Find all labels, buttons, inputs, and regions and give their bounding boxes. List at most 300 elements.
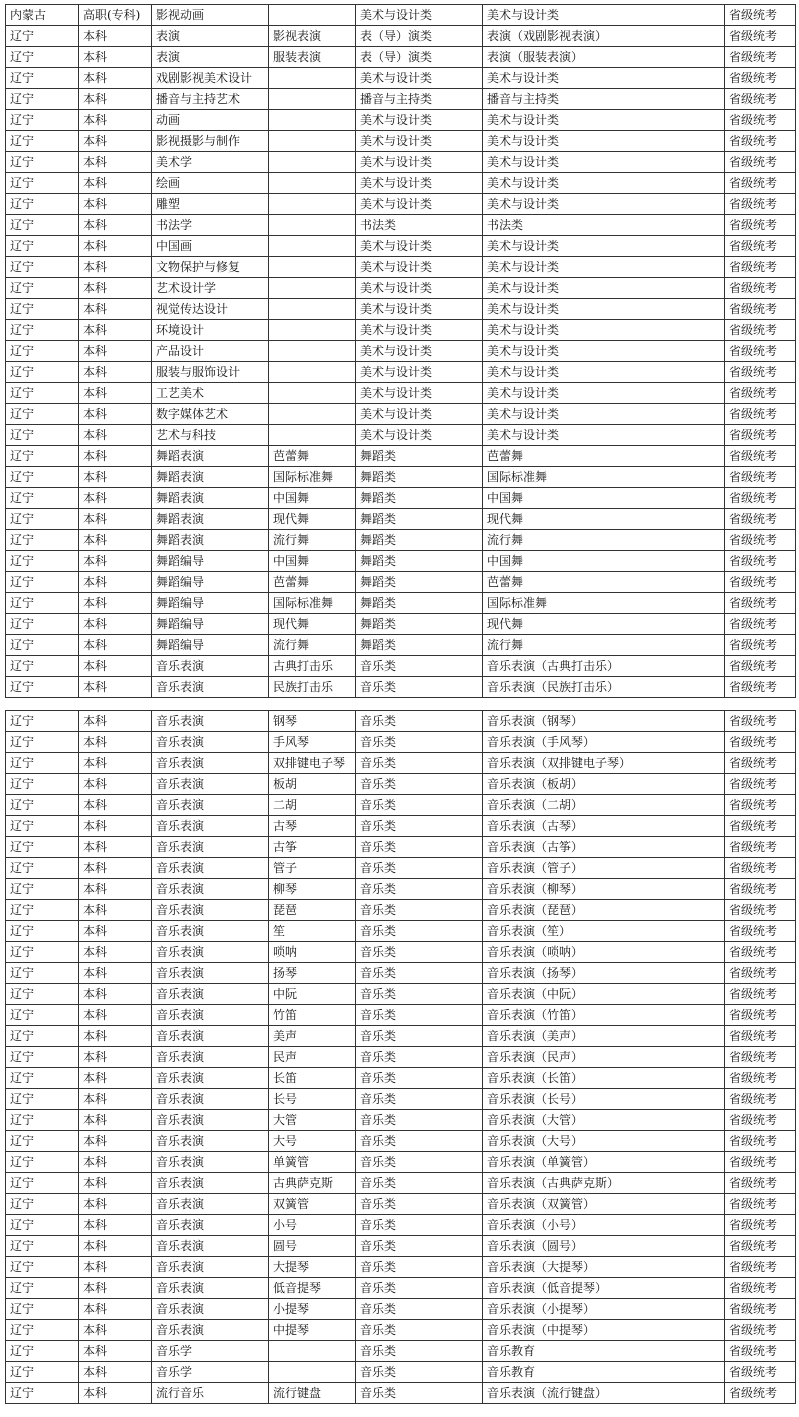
major-cell: 音乐表演 (152, 1278, 269, 1299)
exam-subject-cell: 音乐表演（长号） (483, 1089, 725, 1110)
direction-cell: 单簧管 (269, 1152, 356, 1173)
category-cell: 表（导）演类 (356, 26, 483, 47)
exam-type-cell: 省级统考 (725, 942, 796, 963)
major-cell: 音乐表演 (152, 1089, 269, 1110)
exam-subject-cell: 表演（戏剧影视表演） (483, 26, 725, 47)
category-cell: 舞蹈类 (356, 551, 483, 572)
exam-subject-cell: 音乐表演（竹笛） (483, 1005, 725, 1026)
level-cell: 本科 (79, 215, 152, 236)
province-cell: 辽宁 (6, 614, 79, 635)
table-row (6, 635, 796, 656)
major-cell: 音乐表演 (152, 711, 269, 732)
exam-subject-cell: 美术与设计类 (483, 299, 725, 320)
exam-type-cell: 省级统考 (725, 1362, 796, 1383)
category-cell: 美术与设计类 (356, 383, 483, 404)
table-row (6, 816, 796, 837)
table-row (6, 1152, 796, 1173)
direction-cell: 柳琴 (269, 879, 356, 900)
direction-cell (269, 425, 356, 446)
major-cell: 音乐表演 (152, 1005, 269, 1026)
category-cell: 音乐类 (356, 753, 483, 774)
exam-subject-cell: 音乐表演（低音提琴） (483, 1278, 725, 1299)
major-cell: 美术学 (152, 152, 269, 173)
province-cell: 辽宁 (6, 362, 79, 383)
level-cell: 本科 (79, 131, 152, 152)
category-cell: 表（导）演类 (356, 47, 483, 68)
exam-subject-cell: 美术与设计类 (483, 152, 725, 173)
admission-table-bottom (5, 710, 796, 1404)
exam-subject-cell: 美术与设计类 (483, 362, 725, 383)
province-cell: 辽宁 (6, 1362, 79, 1383)
major-cell: 工艺美术 (152, 383, 269, 404)
level-cell: 本科 (79, 446, 152, 467)
major-cell: 音乐表演 (152, 1215, 269, 1236)
direction-cell: 管子 (269, 858, 356, 879)
province-cell: 辽宁 (6, 1047, 79, 1068)
major-cell: 舞蹈表演 (152, 467, 269, 488)
level-cell: 本科 (79, 1068, 152, 1089)
exam-type-cell: 省级统考 (725, 837, 796, 858)
exam-subject-cell: 音乐教育 (483, 1362, 725, 1383)
exam-subject-cell: 音乐表演（大提琴） (483, 1257, 725, 1278)
exam-type-cell: 省级统考 (725, 425, 796, 446)
category-cell: 美术与设计类 (356, 173, 483, 194)
exam-type-cell: 省级统考 (725, 1383, 796, 1404)
exam-subject-cell: 音乐表演（单簧管） (483, 1152, 725, 1173)
exam-subject-cell: 音乐表演（流行键盘） (483, 1383, 725, 1404)
province-cell: 辽宁 (6, 47, 79, 68)
direction-cell: 唢呐 (269, 942, 356, 963)
table-row (6, 732, 796, 753)
province-cell: 辽宁 (6, 677, 79, 698)
exam-subject-cell: 音乐表演（小提琴） (483, 1299, 725, 1320)
table-row (6, 1362, 796, 1383)
province-cell: 辽宁 (6, 774, 79, 795)
major-cell: 舞蹈编导 (152, 572, 269, 593)
table-row (6, 1383, 796, 1404)
category-cell: 音乐类 (356, 1278, 483, 1299)
exam-subject-cell: 国际标准舞 (483, 467, 725, 488)
major-cell: 音乐表演 (152, 1173, 269, 1194)
category-cell: 音乐类 (356, 1047, 483, 1068)
major-cell: 戏剧影视美术设计 (152, 68, 269, 89)
category-cell: 音乐类 (356, 879, 483, 900)
category-cell: 美术与设计类 (356, 110, 483, 131)
exam-subject-cell: 流行舞 (483, 635, 725, 656)
exam-subject-cell: 现代舞 (483, 509, 725, 530)
province-cell: 辽宁 (6, 110, 79, 131)
province-cell: 辽宁 (6, 404, 79, 425)
table-row (6, 1278, 796, 1299)
direction-cell: 影视表演 (269, 26, 356, 47)
category-cell: 舞蹈类 (356, 572, 483, 593)
exam-type-cell: 省级统考 (725, 320, 796, 341)
direction-cell (269, 362, 356, 383)
exam-subject-cell: 音乐表演（古筝） (483, 837, 725, 858)
category-cell: 音乐类 (356, 963, 483, 984)
category-cell: 音乐类 (356, 1068, 483, 1089)
level-cell: 本科 (79, 1362, 152, 1383)
category-cell: 音乐类 (356, 1362, 483, 1383)
level-cell: 本科 (79, 68, 152, 89)
direction-cell: 中阮 (269, 984, 356, 1005)
exam-type-cell: 省级统考 (725, 879, 796, 900)
exam-type-cell: 省级统考 (725, 488, 796, 509)
major-cell: 音乐表演 (152, 1047, 269, 1068)
exam-type-cell: 省级统考 (725, 257, 796, 278)
province-cell: 辽宁 (6, 530, 79, 551)
category-cell: 音乐类 (356, 711, 483, 732)
province-cell: 辽宁 (6, 921, 79, 942)
category-cell: 音乐类 (356, 1341, 483, 1362)
exam-subject-cell: 音乐表演（美声） (483, 1026, 725, 1047)
exam-subject-cell: 音乐表演（板胡） (483, 774, 725, 795)
exam-subject-cell: 美术与设计类 (483, 5, 725, 26)
direction-cell: 圆号 (269, 1236, 356, 1257)
exam-subject-cell: 音乐表演（琵琶） (483, 900, 725, 921)
exam-subject-cell: 美术与设计类 (483, 236, 725, 257)
level-cell: 本科 (79, 593, 152, 614)
level-cell: 本科 (79, 753, 152, 774)
province-cell: 辽宁 (6, 1110, 79, 1131)
table-row (6, 131, 796, 152)
province-cell: 辽宁 (6, 656, 79, 677)
exam-subject-cell: 音乐表演（大号） (483, 1131, 725, 1152)
province-cell: 辽宁 (6, 1194, 79, 1215)
province-cell: 辽宁 (6, 383, 79, 404)
major-cell: 艺术设计学 (152, 278, 269, 299)
category-cell: 音乐类 (356, 858, 483, 879)
exam-type-cell: 省级统考 (725, 215, 796, 236)
category-cell: 音乐类 (356, 837, 483, 858)
province-cell: 辽宁 (6, 1215, 79, 1236)
table-row (6, 656, 796, 677)
level-cell: 本科 (79, 1278, 152, 1299)
direction-cell: 钢琴 (269, 711, 356, 732)
province-cell: 辽宁 (6, 816, 79, 837)
direction-cell: 双簧管 (269, 1194, 356, 1215)
exam-type-cell: 省级统考 (725, 236, 796, 257)
major-cell: 表演 (152, 26, 269, 47)
exam-type-cell: 省级统考 (725, 383, 796, 404)
level-cell: 本科 (79, 1005, 152, 1026)
admission-table-top (5, 4, 796, 698)
exam-type-cell: 省级统考 (725, 131, 796, 152)
province-cell: 辽宁 (6, 173, 79, 194)
level-cell: 本科 (79, 110, 152, 131)
category-cell: 播音与主持类 (356, 89, 483, 110)
direction-cell: 手风琴 (269, 732, 356, 753)
exam-subject-cell: 音乐表演（长笛） (483, 1068, 725, 1089)
table-row (6, 278, 796, 299)
table-row (6, 879, 796, 900)
major-cell: 舞蹈编导 (152, 635, 269, 656)
level-cell: 本科 (79, 942, 152, 963)
table-row (6, 921, 796, 942)
level-cell: 本科 (79, 774, 152, 795)
table-row (6, 383, 796, 404)
level-cell: 本科 (79, 1089, 152, 1110)
exam-subject-cell: 美术与设计类 (483, 173, 725, 194)
direction-cell: 低音提琴 (269, 1278, 356, 1299)
category-cell: 音乐类 (356, 1152, 483, 1173)
direction-cell (269, 89, 356, 110)
exam-type-cell: 省级统考 (725, 1089, 796, 1110)
category-cell: 美术与设计类 (356, 152, 483, 173)
major-cell: 音乐表演 (152, 1068, 269, 1089)
exam-type-cell: 省级统考 (725, 593, 796, 614)
province-cell: 辽宁 (6, 732, 79, 753)
major-cell: 音乐表演 (152, 1152, 269, 1173)
direction-cell: 流行舞 (269, 635, 356, 656)
table-row (6, 257, 796, 278)
exam-type-cell: 省级统考 (725, 984, 796, 1005)
level-cell: 本科 (79, 858, 152, 879)
exam-type-cell: 省级统考 (725, 362, 796, 383)
table-row (6, 1194, 796, 1215)
level-cell: 本科 (79, 614, 152, 635)
level-cell: 本科 (79, 837, 152, 858)
direction-cell: 流行键盘 (269, 1383, 356, 1404)
direction-cell (269, 1341, 356, 1362)
exam-type-cell: 省级统考 (725, 467, 796, 488)
table-row (6, 942, 796, 963)
exam-subject-cell: 音乐表演（民族打击乐） (483, 677, 725, 698)
major-cell: 影视摄影与制作 (152, 131, 269, 152)
exam-subject-cell: 音乐表演（大管） (483, 1110, 725, 1131)
exam-type-cell: 省级统考 (725, 711, 796, 732)
category-cell: 音乐类 (356, 795, 483, 816)
level-cell: 本科 (79, 47, 152, 68)
level-cell: 本科 (79, 1131, 152, 1152)
category-cell: 音乐类 (356, 1131, 483, 1152)
exam-subject-cell: 现代舞 (483, 614, 725, 635)
level-cell: 本科 (79, 816, 152, 837)
major-cell: 动画 (152, 110, 269, 131)
province-cell: 辽宁 (6, 900, 79, 921)
province-cell: 辽宁 (6, 795, 79, 816)
category-cell: 音乐类 (356, 1236, 483, 1257)
direction-cell: 流行舞 (269, 530, 356, 551)
category-cell: 音乐类 (356, 1320, 483, 1341)
exam-type-cell: 省级统考 (725, 1026, 796, 1047)
province-cell: 辽宁 (6, 593, 79, 614)
direction-cell: 长号 (269, 1089, 356, 1110)
level-cell: 本科 (79, 900, 152, 921)
level-cell: 本科 (79, 1299, 152, 1320)
category-cell: 音乐类 (356, 732, 483, 753)
exam-type-cell: 省级统考 (725, 1257, 796, 1278)
province-cell: 辽宁 (6, 1089, 79, 1110)
exam-type-cell: 省级统考 (725, 299, 796, 320)
direction-cell: 竹笛 (269, 1005, 356, 1026)
major-cell: 艺术与科技 (152, 425, 269, 446)
table-row (6, 173, 796, 194)
table-row (6, 320, 796, 341)
direction-cell: 大号 (269, 1131, 356, 1152)
exam-type-cell: 省级统考 (725, 68, 796, 89)
exam-type-cell: 省级统考 (725, 656, 796, 677)
table-row (6, 1173, 796, 1194)
level-cell: 本科 (79, 732, 152, 753)
direction-cell (269, 5, 356, 26)
major-cell: 舞蹈表演 (152, 509, 269, 530)
exam-subject-cell: 音乐表演（古典打击乐） (483, 656, 725, 677)
major-cell: 音乐表演 (152, 656, 269, 677)
direction-cell: 双排键电子琴 (269, 753, 356, 774)
major-cell: 音乐表演 (152, 900, 269, 921)
table-row (6, 89, 796, 110)
exam-type-cell: 省级统考 (725, 1068, 796, 1089)
province-cell: 辽宁 (6, 425, 79, 446)
province-cell: 辽宁 (6, 1299, 79, 1320)
major-cell: 影视动画 (152, 5, 269, 26)
exam-subject-cell: 美术与设计类 (483, 110, 725, 131)
direction-cell (269, 404, 356, 425)
exam-subject-cell: 美术与设计类 (483, 425, 725, 446)
exam-type-cell: 省级统考 (725, 1005, 796, 1026)
table-row (6, 984, 796, 1005)
level-cell: 本科 (79, 984, 152, 1005)
direction-cell: 长笛 (269, 1068, 356, 1089)
level-cell: 本科 (79, 1215, 152, 1236)
province-cell: 辽宁 (6, 879, 79, 900)
province-cell: 辽宁 (6, 26, 79, 47)
category-cell: 音乐类 (356, 942, 483, 963)
major-cell: 音乐表演 (152, 816, 269, 837)
major-cell: 文物保护与修复 (152, 257, 269, 278)
exam-subject-cell: 音乐表演（柳琴） (483, 879, 725, 900)
category-cell: 美术与设计类 (356, 299, 483, 320)
direction-cell (269, 383, 356, 404)
major-cell: 音乐表演 (152, 963, 269, 984)
category-cell: 舞蹈类 (356, 614, 483, 635)
province-cell: 辽宁 (6, 1005, 79, 1026)
category-cell: 美术与设计类 (356, 257, 483, 278)
level-cell: 本科 (79, 509, 152, 530)
exam-subject-cell: 书法类 (483, 215, 725, 236)
level-cell: 本科 (79, 152, 152, 173)
province-cell: 辽宁 (6, 1131, 79, 1152)
category-cell: 音乐类 (356, 677, 483, 698)
table-row (6, 614, 796, 635)
major-cell: 音乐表演 (152, 1131, 269, 1152)
exam-type-cell: 省级统考 (725, 194, 796, 215)
exam-type-cell: 省级统考 (725, 110, 796, 131)
category-cell: 美术与设计类 (356, 194, 483, 215)
exam-subject-cell: 芭蕾舞 (483, 446, 725, 467)
major-cell: 舞蹈编导 (152, 614, 269, 635)
category-cell: 音乐类 (356, 1110, 483, 1131)
level-cell: 本科 (79, 1383, 152, 1404)
major-cell: 播音与主持艺术 (152, 89, 269, 110)
table-row (6, 1341, 796, 1362)
table-row (6, 425, 796, 446)
level-cell: 本科 (79, 711, 152, 732)
major-cell: 音乐表演 (152, 837, 269, 858)
category-cell: 音乐类 (356, 1299, 483, 1320)
province-cell: 辽宁 (6, 215, 79, 236)
level-cell: 本科 (79, 1047, 152, 1068)
direction-cell: 现代舞 (269, 509, 356, 530)
direction-cell: 古筝 (269, 837, 356, 858)
level-cell: 本科 (79, 1257, 152, 1278)
table-row (6, 530, 796, 551)
level-cell: 本科 (79, 26, 152, 47)
province-cell: 辽宁 (6, 68, 79, 89)
direction-cell: 小号 (269, 1215, 356, 1236)
level-cell: 本科 (79, 572, 152, 593)
direction-cell: 大管 (269, 1110, 356, 1131)
exam-subject-cell: 美术与设计类 (483, 383, 725, 404)
province-cell: 辽宁 (6, 488, 79, 509)
major-cell: 音乐表演 (152, 677, 269, 698)
table-row (6, 593, 796, 614)
direction-cell (269, 236, 356, 257)
major-cell: 音乐表演 (152, 1236, 269, 1257)
exam-subject-cell: 国际标准舞 (483, 593, 725, 614)
province-cell: 辽宁 (6, 236, 79, 257)
exam-type-cell: 省级统考 (725, 614, 796, 635)
exam-subject-cell: 美术与设计类 (483, 341, 725, 362)
exam-subject-cell: 美术与设计类 (483, 320, 725, 341)
exam-subject-cell: 表演（服装表演） (483, 47, 725, 68)
direction-cell: 美声 (269, 1026, 356, 1047)
exam-subject-cell: 音乐表演（手风琴） (483, 732, 725, 753)
level-cell: 高职(专科) (79, 5, 152, 26)
direction-cell: 民族打击乐 (269, 677, 356, 698)
province-cell: 辽宁 (6, 942, 79, 963)
table-row (6, 1005, 796, 1026)
major-cell: 视觉传达设计 (152, 299, 269, 320)
exam-type-cell: 省级统考 (725, 47, 796, 68)
major-cell: 舞蹈表演 (152, 530, 269, 551)
direction-cell (269, 173, 356, 194)
table-row (6, 194, 796, 215)
exam-subject-cell: 音乐表演（小号） (483, 1215, 725, 1236)
level-cell: 本科 (79, 551, 152, 572)
direction-cell: 中国舞 (269, 488, 356, 509)
exam-type-cell: 省级统考 (725, 753, 796, 774)
table-row (6, 26, 796, 47)
direction-cell (269, 341, 356, 362)
table-row (6, 5, 796, 26)
category-cell: 舞蹈类 (356, 593, 483, 614)
direction-cell (269, 215, 356, 236)
exam-type-cell: 省级统考 (725, 1194, 796, 1215)
level-cell: 本科 (79, 383, 152, 404)
major-cell: 书法学 (152, 215, 269, 236)
exam-type-cell: 省级统考 (725, 89, 796, 110)
province-cell: 辽宁 (6, 257, 79, 278)
table-row (6, 1047, 796, 1068)
level-cell: 本科 (79, 656, 152, 677)
exam-type-cell: 省级统考 (725, 509, 796, 530)
exam-type-cell: 省级统考 (725, 173, 796, 194)
table-row (6, 467, 796, 488)
exam-type-cell: 省级统考 (725, 5, 796, 26)
direction-cell (269, 299, 356, 320)
exam-subject-cell: 音乐表演（扬琴） (483, 963, 725, 984)
level-cell: 本科 (79, 677, 152, 698)
exam-subject-cell: 音乐表演（中提琴） (483, 1320, 725, 1341)
exam-type-cell: 省级统考 (725, 551, 796, 572)
category-cell: 舞蹈类 (356, 509, 483, 530)
category-cell: 音乐类 (356, 1194, 483, 1215)
exam-type-cell: 省级统考 (725, 635, 796, 656)
direction-cell (269, 110, 356, 131)
category-cell: 美术与设计类 (356, 278, 483, 299)
